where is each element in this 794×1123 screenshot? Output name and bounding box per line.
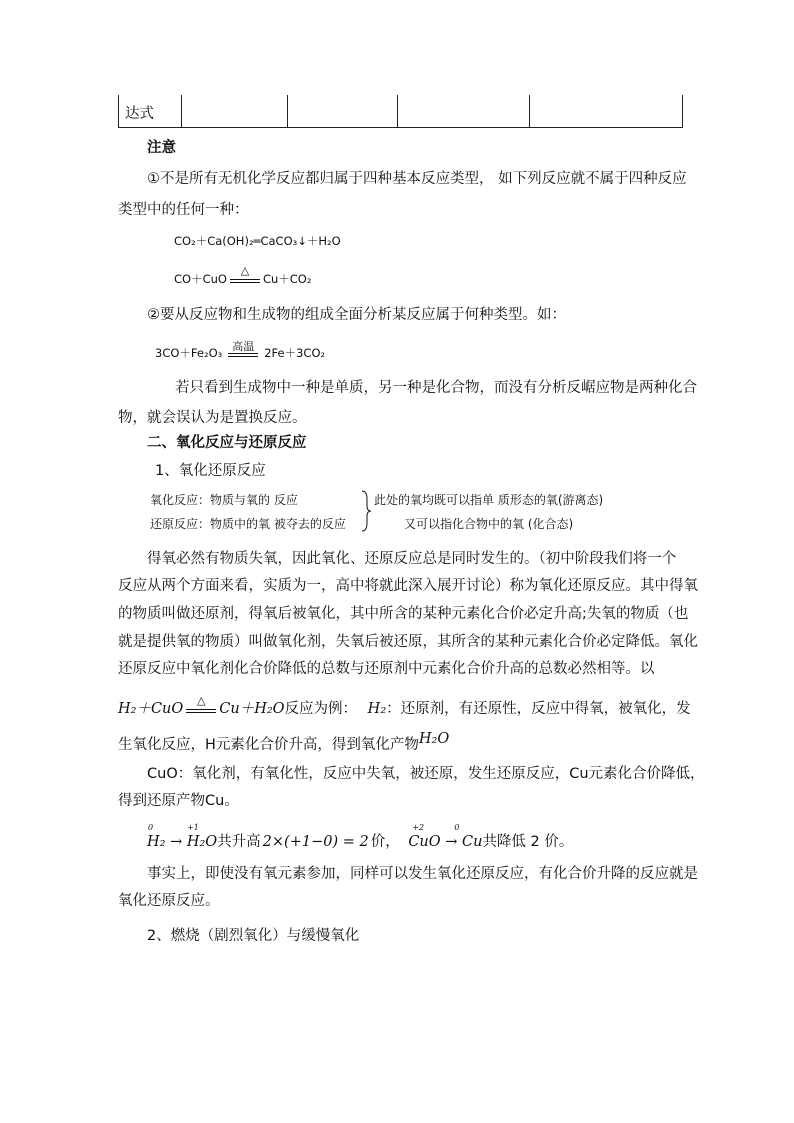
- paragraph-a-line2: 物，就会误认为是置换反应。: [118, 410, 307, 426]
- paragraph-c-line1: 事实上，即使没有氧元素参加，同样可以发生氧化还原反应，有化合价升降的反应就是: [147, 866, 698, 882]
- note-title: 注意: [147, 140, 176, 156]
- brace-icon: [360, 489, 372, 533]
- note1-line1: ①不是所有无机化学反应都归属于四种基本反应类型， 如下列反应就不属于四种反应: [147, 171, 687, 187]
- definition-reduction: 还原反应：物质中的氧 被夺去的反应: [150, 517, 346, 531]
- cuo-line2: 得到还原产物Cu。: [118, 793, 239, 809]
- paragraph-c-line2: 氧化还原反应。: [118, 893, 220, 909]
- valence-change-line: 0 +1 H₂ → H₂O共升高 2×(+1−0) = 2 价， +2 0 CuO → Cu共降低 2 价。: [147, 823, 574, 850]
- reaction-condition: △: [230, 277, 260, 283]
- definition-oxidation: 氧化反应：物质与氧的 反应: [150, 493, 298, 507]
- reaction-condition: 高温: [228, 351, 258, 357]
- table-col-divider: [181, 95, 182, 127]
- definition-note-2: 又可以指化合物中的氧 (化合态): [404, 517, 574, 531]
- paragraph-b-line5: 还原反应中氧化剂化合价降低的总数与还原剂中元素化合价升高的总数必然相等。以: [118, 661, 655, 677]
- table-cell: 达式: [125, 106, 154, 122]
- note2: ②要从反应物和生成物的组成全面分析某反应属于何种类型。如：: [147, 307, 566, 323]
- paragraph-b-line1: 得氧必然有物质失氧，因此氧化、还原反应总是同时发生的。（初中阶段我们将一个: [147, 551, 677, 567]
- table-fragment: [118, 95, 683, 128]
- table-col-divider: [529, 95, 530, 127]
- equation-1: CO₂＋Ca(OH)₂═CaCO₃↓＋H₂O: [174, 234, 341, 248]
- reaction-condition: △: [186, 707, 216, 713]
- section-2-title: 二、氧化反应与还原反应: [147, 435, 307, 451]
- table-col-divider: [287, 95, 288, 127]
- paragraph-b-line2: 反应从两个方面来看，实质为一，高中将就此深入展开讨论）称为氧化还原反应。其中得氧: [118, 578, 698, 594]
- subsection-1-title: 1、氧化还原反应: [155, 463, 266, 479]
- note1-line2: 类型中的任何一种：: [118, 202, 249, 218]
- equation-2: CO＋CuO △ Cu＋CO₂: [174, 264, 312, 286]
- paragraph-a-line1: 若只看到生成物中一种是单质，另一种是化合物，而没有分析反崌应物是两种化合: [175, 380, 697, 396]
- equation-4-desc2: 生氧化反应，H元素化合价升高，得到氧化产物H₂O: [118, 731, 450, 753]
- paragraph-b-line3: 的物质叫做还原剂，得氧后被氧化，其中所含的某种元素化合价必定升高;失氧的物质（也: [118, 606, 689, 622]
- equation-4-line: H₂＋CuO △ Cu＋H₂O反应为例： H₂：还原剂，有还原性，反应中得氧，被氧化，发: [118, 694, 691, 717]
- subsection-2-title: 2、燃烧（剧烈氧化）与缓慢氧化: [147, 928, 360, 944]
- table-col-divider: [397, 95, 398, 127]
- equation-3: 3CO＋Fe₂O₃ 高温 2Fe＋3CO₂: [155, 340, 326, 360]
- paragraph-b-line4: 就是提供氧的物质）叫做氧化剂，失氧后被还原，其所含的某种元素化合价必定降低。氧化: [118, 634, 698, 650]
- cuo-line1: CuO：氧化剂，有氧化性，反应中失氧，被还原，发生还原反应，Cu元素化合价降低，: [147, 766, 705, 782]
- definition-note-1: 此处的氧均既可以指单 质形态的氧(游离态): [374, 493, 604, 507]
